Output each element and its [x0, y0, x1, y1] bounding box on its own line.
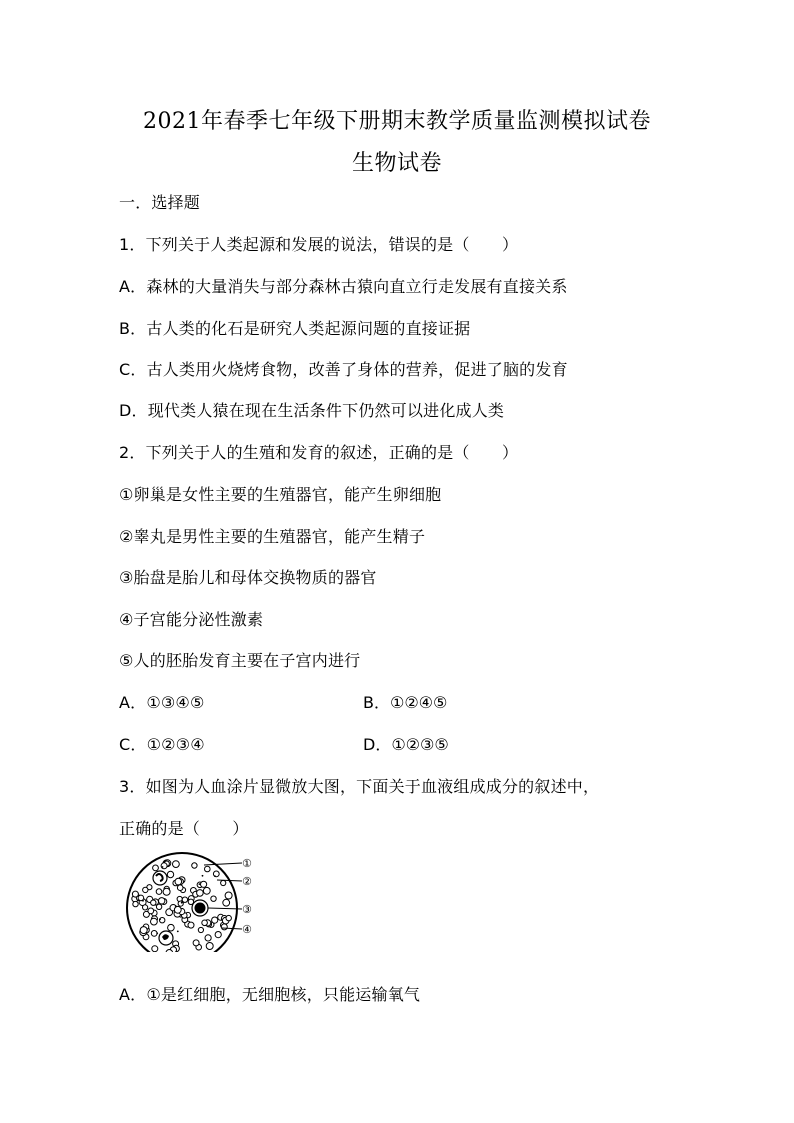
red-blood-cell: [173, 861, 180, 868]
red-blood-cell: [192, 863, 197, 868]
red-blood-cell: [151, 918, 158, 925]
red-blood-cell: [226, 915, 231, 920]
red-blood-cell: [177, 885, 183, 891]
platelet: [177, 931, 179, 933]
red-blood-cell: [163, 888, 170, 895]
red-blood-cell: [167, 871, 173, 877]
question-3-stem-line-1: 3．如图为人血涂片显微放大图，下面关于血液组成成分的叙述中，: [119, 777, 600, 796]
red-blood-cell: [140, 927, 147, 934]
red-blood-cell: [221, 880, 226, 885]
figure-label-1: ①: [242, 857, 252, 870]
red-blood-cell: [161, 863, 167, 869]
red-blood-cell: [178, 901, 183, 906]
question-1-option-b: B．古人类的化石是研究人类起源问题的直接证据: [119, 319, 471, 338]
red-blood-cell: [188, 922, 194, 928]
question-2-statement-2: ②睾丸是男性主要的生殖器官，能产生精子: [119, 527, 426, 546]
red-blood-cell: [159, 898, 165, 904]
red-blood-cell: [205, 935, 211, 941]
red-blood-cell: [175, 878, 182, 885]
question-3-option-a: A．①是红细胞，无细胞核，只能运输氧气: [119, 985, 421, 1004]
question-2-option-d: D．①②③⑤: [363, 735, 449, 754]
question-1-option-c: C．古人类用火烧烤食物，改善了身体的营养，促进了脑的发育: [119, 360, 568, 379]
red-blood-cell: [156, 889, 162, 895]
question-2-stem: 2．下列关于人的生殖和发育的叙述，正确的是（ ）: [119, 443, 519, 462]
blood-smear-figure: [122, 852, 267, 952]
platelet: [199, 883, 201, 885]
red-blood-cell: [205, 866, 211, 872]
red-blood-cell: [132, 891, 138, 897]
page-subtitle: 生物试卷: [351, 151, 442, 176]
red-blood-cell: [153, 865, 159, 871]
question-2-statement-5: ⑤人的胚胎发育主要在子宫内进行: [119, 651, 361, 670]
red-blood-cell: [143, 905, 148, 910]
question-2-option-c: C．①②③④: [119, 735, 205, 754]
question-2-statement-3: ③胎盘是胎儿和母体交换物质的器官: [119, 568, 377, 587]
red-blood-cell: [212, 917, 218, 923]
platelet: [156, 932, 158, 934]
section-heading: 一．选择题: [119, 193, 201, 212]
question-2-option-b: B．①②④⑤: [363, 693, 448, 712]
red-blood-cell: [206, 943, 213, 950]
figure-label-2: ②: [242, 875, 252, 888]
question-2-statement-4: ④子宫能分泌性激素: [119, 610, 264, 629]
red-blood-cell: [221, 924, 227, 930]
red-blood-cell: [174, 906, 181, 913]
red-blood-cell: [156, 904, 161, 909]
figure-label-3: ③: [242, 903, 252, 916]
red-blood-cell: [201, 881, 207, 887]
red-blood-cell: [211, 896, 216, 901]
red-blood-cell: [203, 887, 210, 894]
red-blood-cell: [151, 931, 157, 937]
red-blood-cell: [133, 901, 138, 906]
figure-label-4: ④: [242, 923, 252, 936]
red-blood-cell: [193, 940, 199, 946]
wbc-monocyte: [159, 931, 173, 945]
red-blood-cell: [197, 890, 204, 897]
blood-cells: [132, 860, 232, 952]
red-blood-cell: [138, 895, 144, 901]
wbc-lymphocyte: [192, 900, 208, 916]
platelet: [162, 866, 164, 868]
red-blood-cell: [202, 920, 208, 926]
question-2-option-a: A．①③④⑤: [119, 693, 205, 712]
question-1-stem: 1．下列关于人类起源和发展的说法，错误的是（ ）: [119, 235, 519, 254]
red-blood-cell: [168, 924, 175, 931]
platelet: [142, 900, 144, 902]
page-title: 2021年春季七年级下册期末教学质量监测模拟试卷: [143, 109, 651, 134]
red-blood-cell: [152, 946, 158, 952]
platelet: [159, 918, 161, 920]
platelet: [214, 875, 216, 877]
red-blood-cell: [198, 927, 203, 932]
wbc-neutrophil: [153, 871, 167, 885]
red-blood-cell: [148, 908, 154, 914]
red-blood-cell: [151, 900, 156, 905]
platelet: [175, 905, 177, 907]
red-blood-cell: [225, 892, 232, 899]
red-blood-cell: [166, 950, 173, 953]
platelet: [181, 902, 183, 904]
red-blood-cell: [223, 899, 230, 906]
question-1-option-d: D．现代类人猿在现在生活条件下仍然可以进化成人类: [119, 401, 505, 420]
question-1-option-a: A．森林的大量消失与部分森林古猿向直立行走发展有直接关系: [119, 277, 568, 296]
platelet: [202, 875, 204, 877]
red-blood-cell: [160, 918, 165, 923]
red-blood-cell: [143, 887, 148, 892]
question-3-stem-line-2: 正确的是（ ）: [119, 819, 249, 838]
red-blood-cell: [215, 932, 221, 938]
question-2-statement-1: ①卵巢是女性主要的生殖器官，能产生卵细胞: [119, 485, 442, 504]
